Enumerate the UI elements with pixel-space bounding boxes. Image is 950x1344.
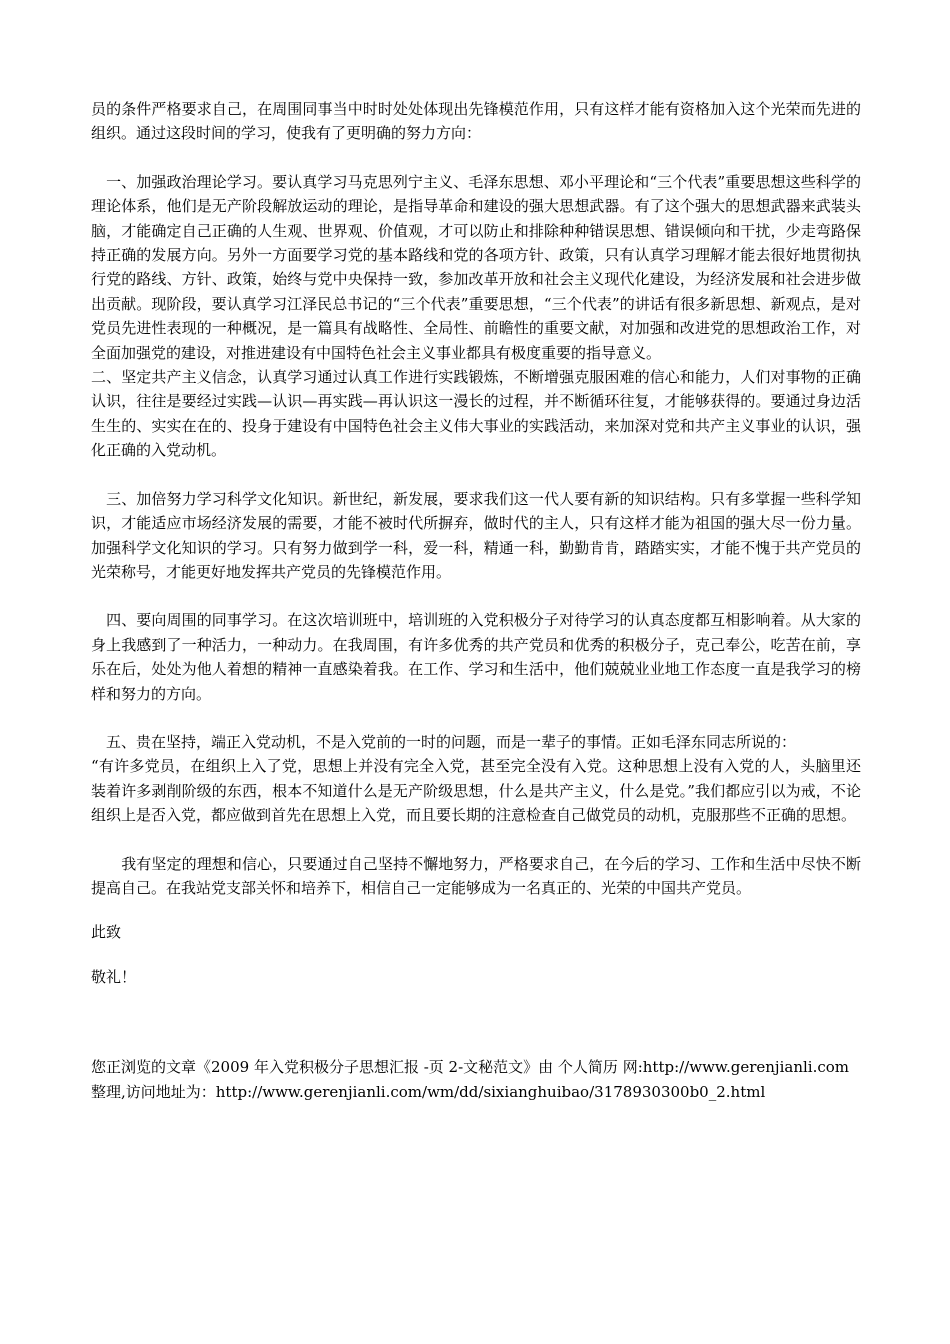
paragraph-3: 三、加倍努力学习科学文化知识。新世纪，新发展，要求我们这一代人要有新的知识结构。只有多掌握一些科学知识，才能适应市场经济发展的需要，才能不被时代所摒弃，做时代的主人，只有这样才能为祖国的强大尽一份力量。加强科学文化知识的学习。只有努力做到学一科，爱一科，精通一科，勤勤肯肯，踏踏实实，才能不愧于共产党员的光荣称号，才能更好地发挥共产党员的先锋模范作用。 — [91, 489, 861, 581]
source-footer — [91, 1055, 861, 1105]
paragraph-5-intro: 五、贵在坚持，端正入党动机，不是入党前的一时的问题，而是一辈子的事情。正如毛泽东同志所说的： — [91, 732, 797, 751]
closing-salutation: 此致 — [91, 923, 122, 942]
footer-line-1: 您正浏览的文章《2009 年入党积极分子思想汇报 -页 2-文秘范文》由 个人简历 网:http://www.gerenjianli.com — [91, 1058, 849, 1077]
paragraph-5-quote: “有许多党员，在组织上入了党，思想上并没有完全入党，甚至完全没有入党。这种思想上没有入党的人，头脑里还装着许多剥削阶级的东西，根本不知道什么是无产阶级思想，什么是共产主义，什么是党。”我们都应引以为戒，不论组织上是否入党，都应做到首先在思想上入党，而且要长期的注意检查自己做党员的动机，克服那些不正确的思想。 — [91, 757, 861, 825]
paragraph-2: 二、坚定共产主义信念，认真学习通过认真工作进行实践锻炼，不断增强克服困难的信心和能力，人们对事物的正确认识，往往是要经过实践—认识—再实践—再认识这一漫长的过程，并不断循环往复，才能够获得的。要通过身边活生生的、实实在在的、投身于建设有中国特色社会主义伟大事业的实践活动，来加深对党和共产主义事业的认识，强化正确的入党动机。 — [91, 368, 861, 460]
closing-regards: 敬礼！ — [91, 967, 137, 986]
paragraph-4: 四、要向周围的同事学习。在这次培训班中，培训班的入党积极分子对待学习的认真态度都互相影响着。从大家的身上我感到了一种活力，一种动力。在我周围，有许多优秀的共产党员和优秀的积极分子，克己奉公，吃苦在前，享乐在后，处处为他人着想的精神一直感染着我。在工作、学习和生活中，他们兢兢业业地工作态度一直是我学习的榜样和努力的方向。 — [91, 611, 861, 703]
intro-paragraph: 员的条件严格要求自己，在周围同事当中时时处处体现出先锋模范作用，只有这样才能有资格加入这个光荣而先进的组织。通过这段时间的学习，使我有了更明确的努力方向： — [91, 100, 861, 143]
footer-line-2: 整理,访问地址为：http://www.gerenjianli.com/wm/dd/sixianghuibao/3178930300b0_2.html — [91, 1083, 766, 1102]
paragraph-6: 我有坚定的理想和信心，只要通过自己坚持不懈地努力，严格要求自己，在今后的学习、工作和生活中尽快不断提高自己。在我站党支部关怀和培养下，相信自己一定能够成为一名真正的、光荣的中国共产党员。 — [91, 854, 861, 897]
paragraph-1: 一、加强政治理论学习。要认真学习马克思列宁主义、毛泽东思想、邓小平理论和“三个代表”重要思想这些科学的理论体系，他们是无产阶段解放运动的理论，是指导革命和建设的强大思想武器。有了这个强大的思想武器来武装头脑，才能确定自己正确的人生观、世界观、价值观，才可以防止和排除种种错误思想、错误倾向和干扰，少走弯路保持正确的发展方向。另外一方面要学习党的基本路线和党的各项方针、政策，只有认真学习理解才能去很好地贯彻执行党的路线、方针、政策，始终与党中央保持一致，参加改革开放和社会主义现代化建设，为经济发展和社会进步做出贡献。现阶段，要认真学习江泽民总书记的“三个代表”重要思想，“三个代表”的讲话有很多新思想、新观点，是对党员先进性表现的一种概况，是一篇具有战略性、全局性、前瞻性的重要文献，对加强和改进党的思想政治工作，对全面加强党的建设，对推进建设有中国特色社会主义事业都具有极度重要的指导意义。 — [91, 172, 861, 362]
document-page — [91, 97, 861, 1105]
